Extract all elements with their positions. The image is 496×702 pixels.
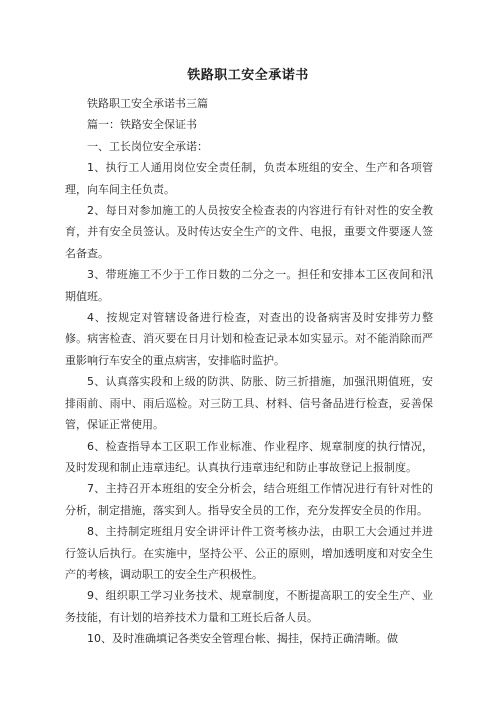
paragraph: 5、认真落实段和上级的防洪、防胀、防三折措施，加强汛期值班，安排雨前、雨中、雨后巡检。对三防工具、材料、信号备品进行检查，妥善保管，保证正常使用。 [65, 375, 433, 432]
paragraph: 9、组织职工学习业务技术、规章制度，不断提高职工的安全生产、业务技能，有计划的培养技术力量和工班长后备人员。 [65, 589, 433, 624]
document-body [65, 93, 433, 650]
paragraph: 铁路职工安全承诺书三篇 [87, 97, 208, 110]
document-title: 铁路职工安全承诺书 [187, 68, 309, 83]
paragraph: 3、带班施工不少于工作日数的二分之一。担任和安排本工区夜间和汛期值班。 [65, 268, 433, 303]
paragraph: 1、执行工人通用岗位安全责任制，负责本班组的安全、生产和各项管理，向车间主任负责。 [65, 161, 433, 196]
paragraph: 篇一：铁路安全保证书 [87, 118, 197, 132]
paragraph: 7、主持召开本班组的安全分析会，结合班组工作情况进行有针对性的分析，制定措施，落实到人。指导安全员的工作，充分发挥安全员的作用。 [65, 482, 433, 517]
paragraph: 一、工长岗位安全承诺： [87, 139, 208, 153]
paragraph: 2、每日对参加施工的人员按安全检查表的内容进行有针对性的安全教育，并有安全员签认。及时传达安全生产的文件、电报，重要文件要逐人签名备查。 [65, 204, 433, 260]
paragraph: 8、主持制定班组月安全讲评计件工资考核办法，由职工大会通过并进行签认后执行。在实施中，坚持公平、公正的原则，增加透明度和对安全生产的考核，调动职工的安全生产积极性。 [65, 525, 433, 581]
paragraph: 4、按规定对管辖设备进行检查，对查出的设备病害及时安排劳力整修。病害检查、消灭要在日月计划和检查记录本如实显示。对不能消除而严重影响行车安全的重点病害，安排临时监护。 [65, 311, 433, 367]
paragraph: 6、检查指导本工区职工作业标准、作业程序、规章制度的执行情况，及时发现和制止违章违纪。认真执行违章违纪和防止事故登记上报制度。 [65, 439, 433, 474]
paragraph: 10、及时准确填记各类安全管理台帐、揭挂，保持正确清晰。做 [87, 632, 398, 646]
